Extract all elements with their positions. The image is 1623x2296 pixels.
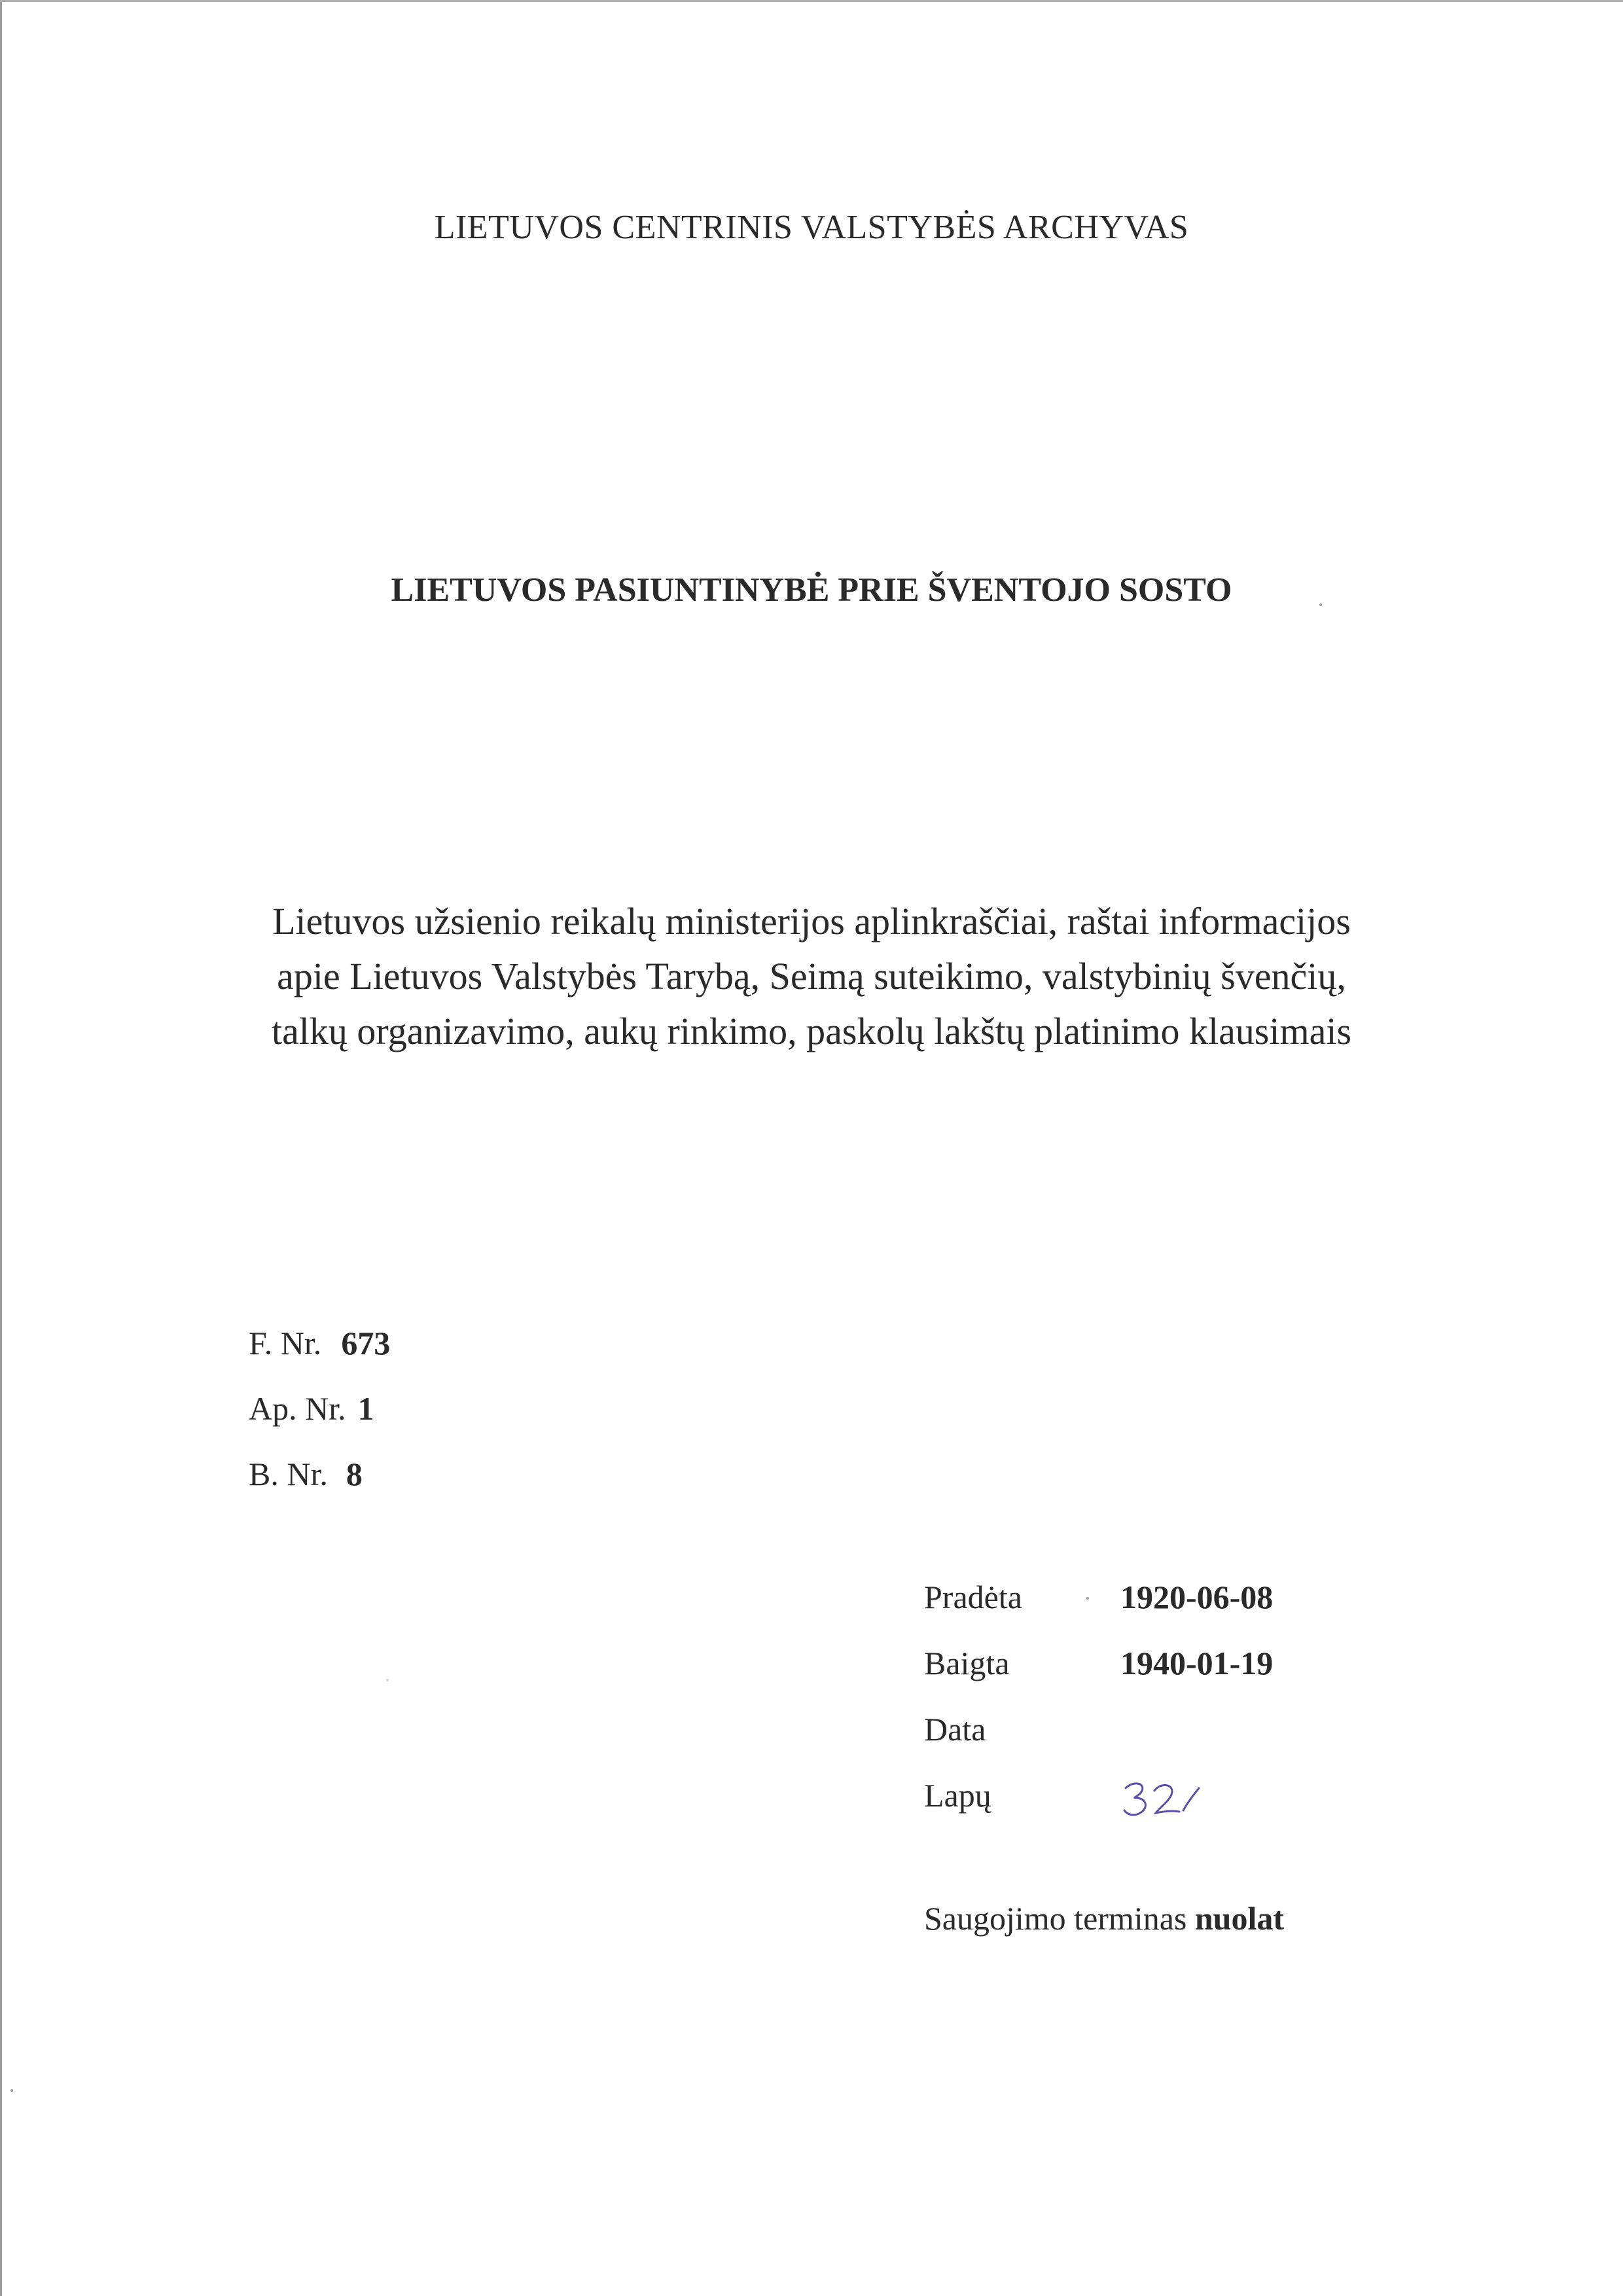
page-edge-left: [0, 0, 2, 2296]
handwritten-32-icon: [1120, 1774, 1212, 1826]
fond-number-label: F. Nr.: [249, 1325, 322, 1361]
file-title-line: talkų organizavimo, aukų rinkimo, paskolų lakštų platinimo klausimais: [271, 1010, 1352, 1052]
file-title-line: Lietuvos užsienio reikalų ministerijos aplinkraščiai, raštai informacijos: [272, 900, 1351, 942]
paper-speck: [1319, 603, 1322, 606]
file-title: [0, 894, 1623, 1059]
fond-number-value: 673: [341, 1325, 391, 1361]
paper-speck: [1086, 1597, 1089, 1600]
inventory-number-label: Ap. Nr.: [249, 1390, 346, 1427]
pages-row: [924, 1763, 1273, 1829]
archive-name: LIETUVOS CENTRINIS VALSTYBĖS ARCHYVAS: [434, 209, 1189, 246]
ended-value: 1940-01-19: [1120, 1645, 1274, 1681]
retention-value: nuolat: [1194, 1900, 1285, 1937]
pages-label: Lapų: [924, 1777, 991, 1814]
retention-period: [924, 1899, 1284, 1937]
file-number-label: B. Nr.: [249, 1456, 328, 1492]
ended-label: Baigta: [924, 1645, 1010, 1681]
file-title-line: apie Lietuvos Valstybės Tarybą, Seimą suteikimo, valstybinių švenčių,: [277, 955, 1346, 997]
fond-name: LIETUVOS PASIUNTINYBĖ PRIE ŠVENTOJO SOSTO: [391, 571, 1232, 609]
retention-label: Saugojimo terminas: [924, 1900, 1187, 1937]
file-dates: [924, 1564, 1273, 1829]
paper-speck: [386, 1679, 389, 1681]
file-number-row: [249, 1441, 390, 1507]
started-row: [924, 1564, 1273, 1630]
date-label: Data: [924, 1711, 986, 1748]
paper-speck: [10, 2089, 13, 2092]
page-edge-top: [0, 0, 1623, 2]
started-label: Pradėta: [924, 1579, 1022, 1615]
archival-references: [249, 1310, 390, 1507]
inventory-number-row: [249, 1376, 390, 1441]
pages-handwritten-value: [1120, 1776, 1212, 1822]
date-row: [924, 1696, 1273, 1763]
file-number-value: 8: [346, 1456, 363, 1492]
ended-row: [924, 1630, 1273, 1696]
started-value: 1920-06-08: [1120, 1579, 1274, 1615]
fond-number-row: [249, 1310, 390, 1376]
inventory-number-value: 1: [357, 1390, 374, 1427]
